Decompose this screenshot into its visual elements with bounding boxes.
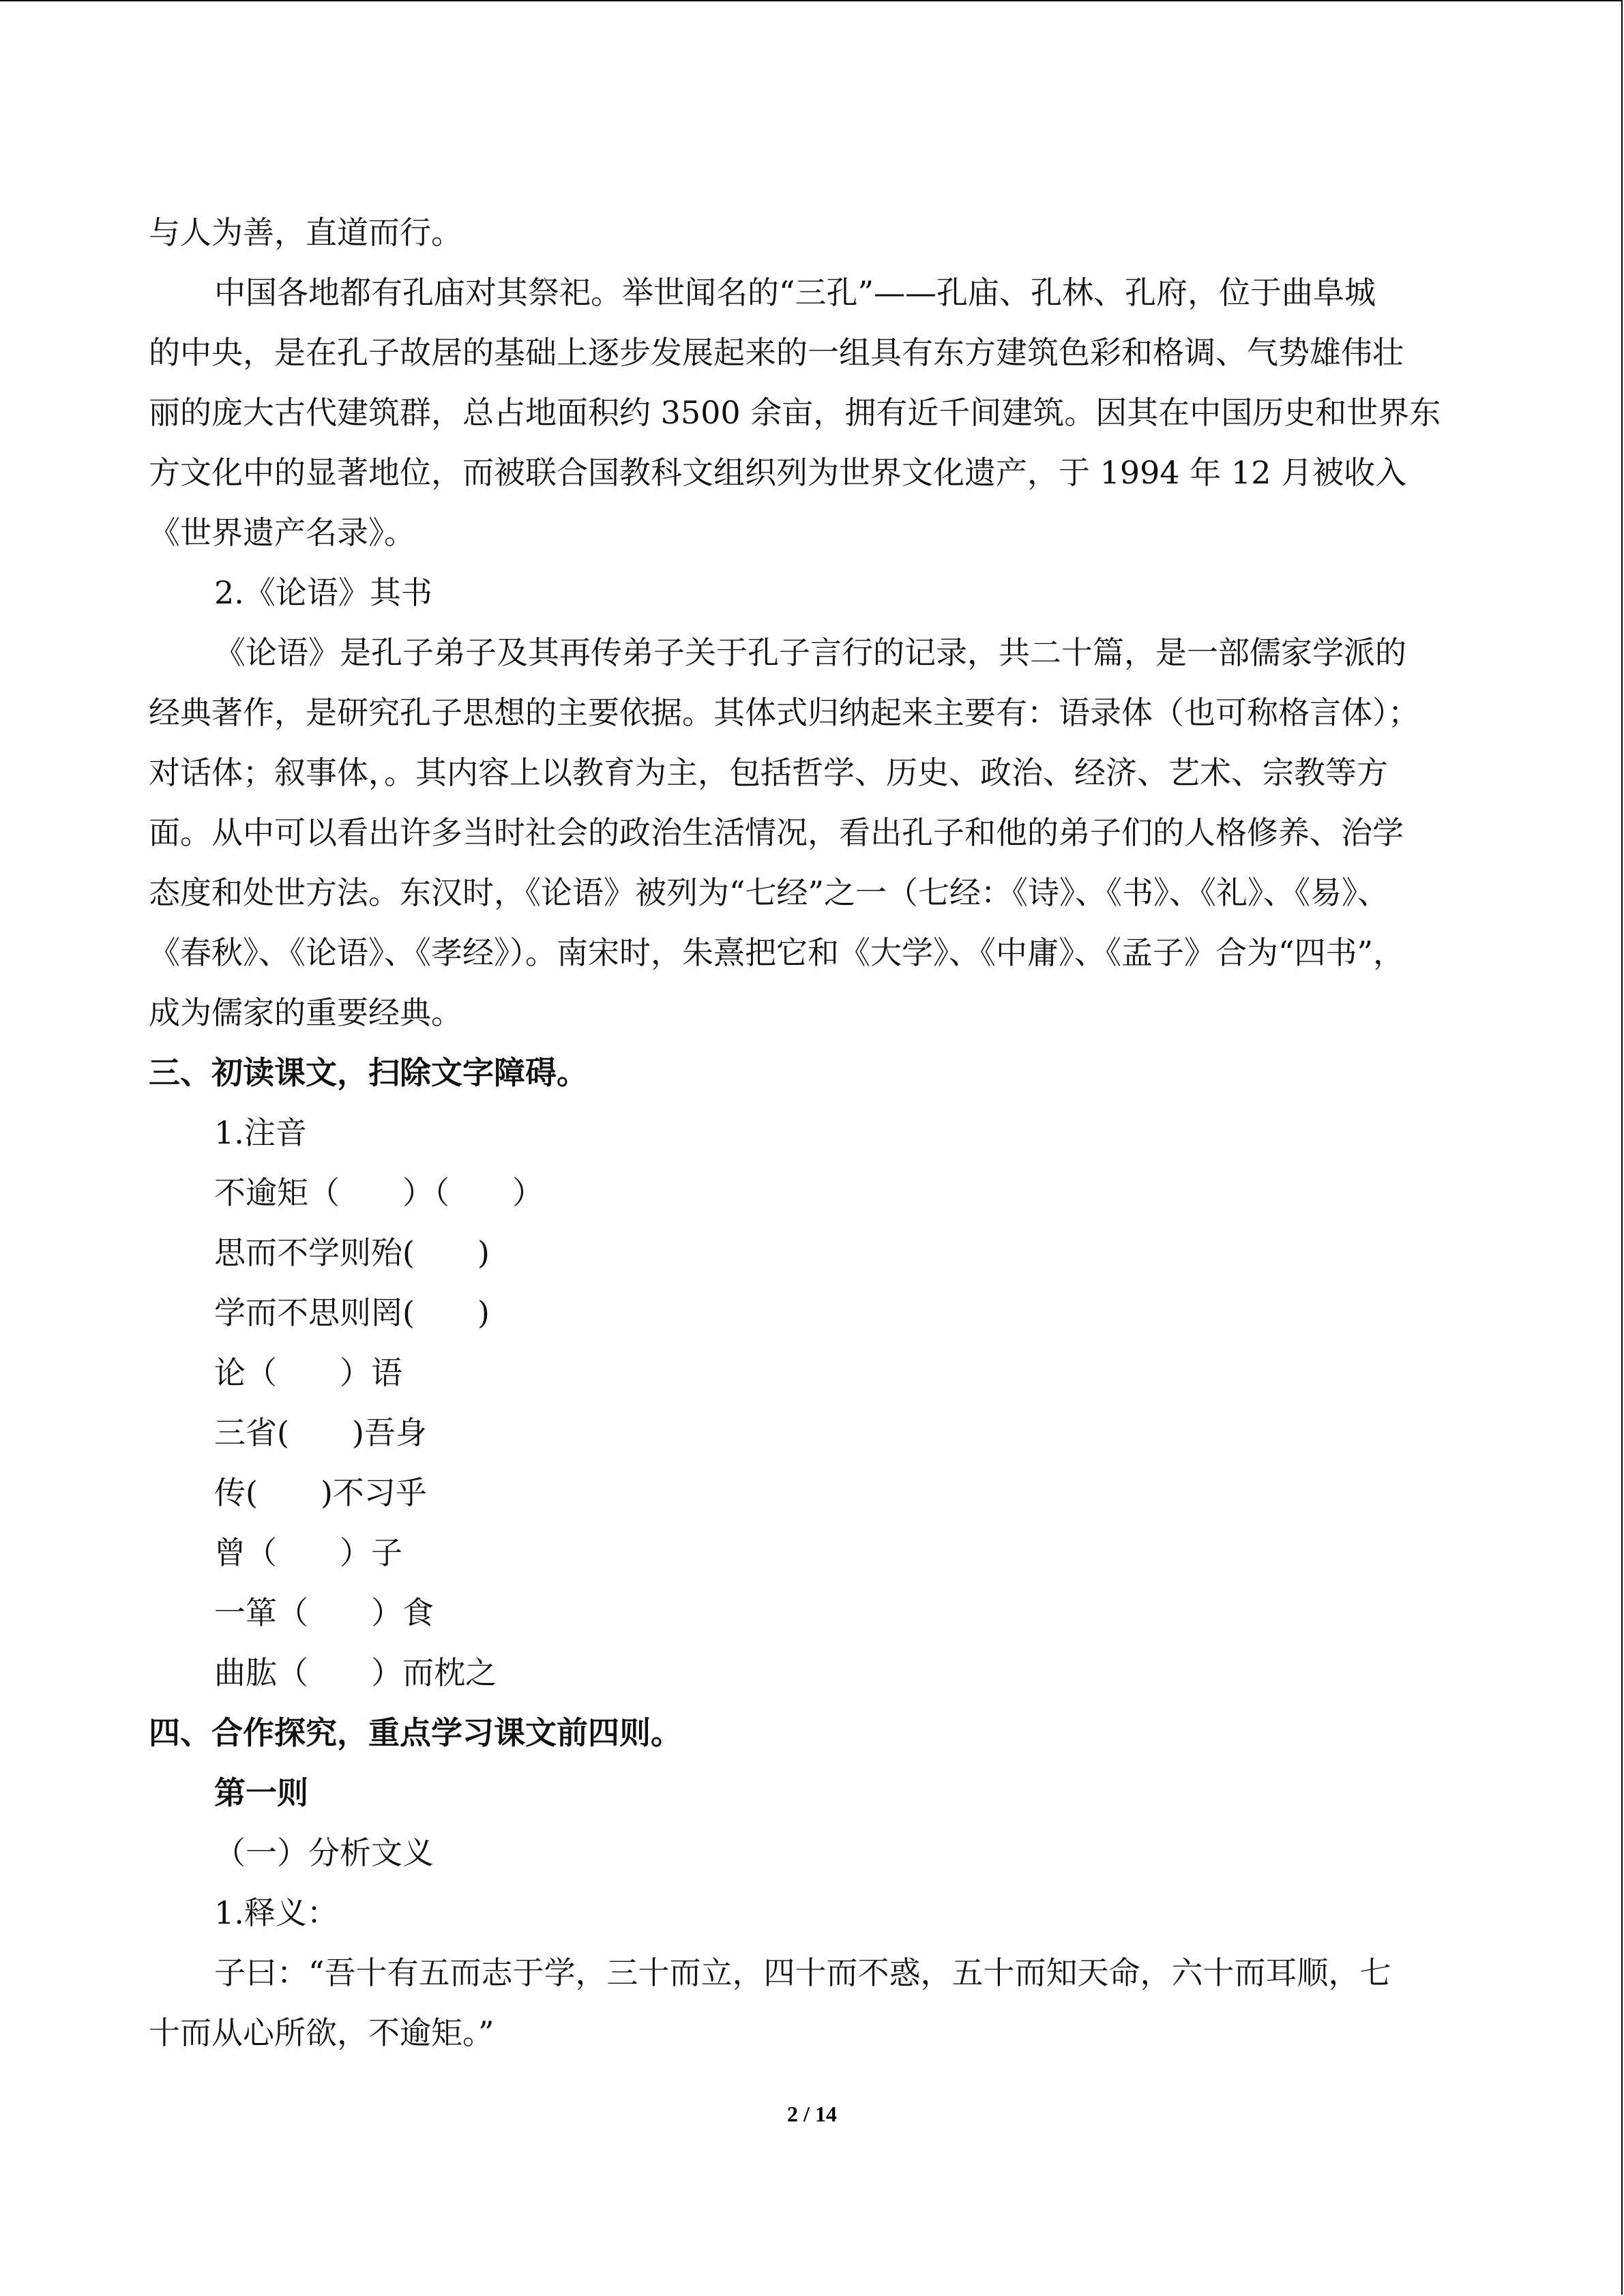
paragraph-line: 成为儒家的重要经典。 <box>149 994 462 1031</box>
section-4-sub-first: 第一则 <box>214 1774 308 1811</box>
quote-line: 十而从心所欲，不逾矩。” <box>149 2014 494 2051</box>
pinyin-item: 思而不学则殆( ) <box>214 1234 490 1271</box>
page-number: 2 / 14 <box>787 2102 837 2126</box>
paragraph-line: 对话体；叙事体，。其内容上以教育为主，包括哲学、历史、政治、经济、艺术、宗教等方 <box>149 754 1388 791</box>
paragraph-line: 方文化中的显著地位，而被联合国教科文组织列为世界文化遗产，于 1994 年 12 月被收入 <box>149 454 1407 491</box>
paragraph-line: 丽的庞大古代建筑群，总占地面积约 3500 余亩，拥有近千间建筑。因其在中国历史和世界东 <box>149 394 1441 431</box>
subheading-lunyu: 2.《论语》其书 <box>214 574 432 611</box>
quote-line: 子曰：“吾十有五而志于学，三十而立，四十而不惑，五十而知天命，六十而耳顺，七 <box>214 1954 1391 1991</box>
paragraph-line: 经典著作，是研究孔子思想的主要依据。其体式归纳起来主要有：语录体（也可称格言体）； <box>149 694 1419 731</box>
section-3-sub: 1.注音 <box>214 1114 307 1151</box>
paragraph-line: 《论语》是孔子弟子及其再传弟子关于孔子言行的记录，共二十篇，是一部儒家学派的 <box>214 634 1406 671</box>
paragraph-line: 面。从中可以看出许多当时社会的政治生活情况，看出孔子和他的弟子们的人格修养、治学 <box>149 814 1404 851</box>
pinyin-item: 一箪（ ）食 <box>214 1594 434 1631</box>
pinyin-item: 三省( )吾身 <box>214 1414 427 1451</box>
paragraph-line: 与人为善，直道而行。 <box>149 214 462 251</box>
section-4-sub-analysis: （一）分析文义 <box>214 1834 434 1871</box>
pinyin-item: 传( )不习乎 <box>214 1474 427 1511</box>
paragraph-line: 中国各地都有孔庙对其祭祀。举世闻名的“三孔”——孔庙、孔林、孔府，位于曲阜城 <box>214 274 1376 311</box>
paragraph-line: 的中央，是在孔子故居的基础上逐步发展起来的一组具有东方建筑色彩和格调、气势雄伟壮 <box>149 334 1404 371</box>
section-3-heading: 三、初读课文，扫除文字障碍。 <box>149 1054 588 1091</box>
paragraph-line: 《世界遗产名录》。 <box>149 514 415 551</box>
pinyin-item: 学而不思则罔( ) <box>214 1294 490 1331</box>
document-body <box>149 203 1479 2063</box>
paragraph-line: 态度和处世方法。东汉时，《论语》被列为“七经”之一（七经：《诗》、《书》、《礼》、《易》、 <box>149 874 1389 911</box>
pinyin-item: 论（ ）语 <box>214 1354 402 1391</box>
paragraph-line: 《春秋》、《论语》、《孝经》）。南宋时，朱熹把它和《大学》、《中庸》、《孟子》合为“四书”， <box>149 934 1405 971</box>
pinyin-item: 曲肱（ ）而枕之 <box>214 1654 497 1691</box>
pinyin-item: 不逾矩（ ）（ ） <box>214 1174 544 1211</box>
section-4-heading: 四、合作探究，重点学习课文前四则。 <box>149 1714 682 1751</box>
pinyin-item: 曾（ ）子 <box>214 1534 402 1571</box>
section-4-sub-explain: 1.释义： <box>214 1894 338 1931</box>
